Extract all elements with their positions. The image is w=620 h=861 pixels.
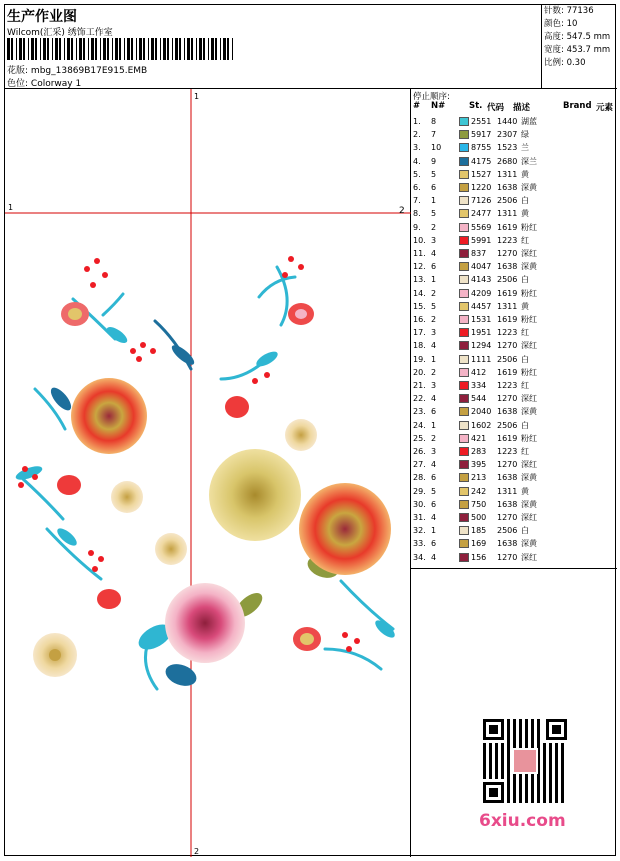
row-needle: 6: [431, 499, 437, 509]
row-color-swatch: [459, 209, 469, 218]
row-needle: 6: [431, 473, 437, 483]
row-code: 1638: [497, 499, 518, 509]
row-index: 20.: [413, 367, 426, 377]
row-color-swatch: [459, 315, 469, 324]
row-color-swatch: [459, 460, 469, 469]
row-needle: 4: [431, 341, 437, 351]
sheet-header: [5, 5, 541, 89]
row-description: 粉红: [521, 315, 537, 324]
row-description: 白: [521, 354, 529, 364]
row-index: 18.: [413, 341, 426, 351]
row-index: 33.: [413, 539, 426, 549]
row-color-swatch: [459, 355, 469, 364]
row-description: 白: [521, 196, 529, 206]
table-row: [413, 221, 615, 234]
design-width: 宽度: 453.7 mm: [544, 45, 611, 55]
row-stitches: 4047: [471, 262, 492, 272]
table-row: [413, 419, 615, 432]
table-row: [413, 458, 615, 471]
row-color-swatch: [459, 341, 469, 350]
row-color-swatch: [459, 117, 469, 126]
row-code: 2506: [497, 420, 518, 430]
table-row: [413, 379, 615, 392]
row-index: 34.: [413, 552, 426, 562]
row-color-swatch: [459, 368, 469, 377]
row-stitches: 334: [471, 381, 487, 390]
row-index: 32.: [413, 526, 426, 536]
color-stop-table: [411, 89, 617, 569]
design-preview: [5, 89, 411, 857]
row-description: 深红: [521, 249, 537, 258]
row-code: 1619: [497, 367, 518, 377]
row-index: 9.: [413, 222, 421, 232]
table-row: [413, 115, 615, 128]
row-index: 13.: [413, 275, 426, 285]
row-needle: 2: [431, 288, 437, 298]
colorway-label: 色位:: [7, 79, 29, 89]
col-header-index: #: [413, 101, 421, 111]
row-description: 粉红: [521, 367, 537, 377]
row-index: 2.: [413, 130, 421, 140]
row-color-swatch: [459, 513, 469, 522]
row-needle: 3: [431, 235, 437, 245]
row-code: 1523: [497, 143, 518, 153]
table-caption: 停止顺序:: [413, 92, 450, 102]
row-color-swatch: [459, 157, 469, 166]
row-stitches: 8755: [471, 143, 492, 153]
table-row: [413, 234, 615, 247]
row-index: 29.: [413, 486, 426, 496]
col-header-brand: Brand: [563, 101, 592, 111]
row-code: 1270: [497, 249, 518, 258]
table-row: [413, 194, 615, 207]
row-color-swatch: [459, 130, 469, 139]
row-stitches: 7126: [471, 196, 492, 206]
row-color-swatch: [459, 447, 469, 456]
row-description: 深黄: [521, 262, 537, 272]
row-code: 2506: [497, 275, 518, 285]
row-needle: 2: [431, 367, 437, 377]
row-needle: 6: [431, 262, 437, 272]
row-index: 27.: [413, 460, 426, 470]
row-stitches: 750: [471, 499, 487, 509]
row-needle: 3: [431, 447, 437, 456]
row-needle: 4: [431, 394, 437, 404]
row-index: 8.: [413, 209, 421, 219]
table-row: [413, 485, 615, 498]
row-description: 深黄: [521, 539, 537, 549]
row-description: 深黄: [521, 499, 537, 509]
col-header-needle: N#: [431, 101, 446, 111]
row-description: 深黄: [521, 473, 537, 483]
table-row: [413, 498, 615, 511]
table-row: [413, 551, 615, 564]
table-row: [413, 537, 615, 550]
colorway-line: [7, 76, 81, 89]
row-index: 7.: [413, 196, 421, 206]
row-stitches: 412: [471, 367, 487, 377]
row-index: 10.: [413, 235, 426, 245]
row-color-swatch: [459, 500, 469, 509]
row-color-swatch: [459, 526, 469, 535]
row-code: 1638: [497, 539, 518, 549]
production-sheet: [4, 4, 616, 856]
row-code: 1270: [497, 460, 518, 470]
row-needle: 3: [431, 328, 437, 338]
colorway-name: Colorway 1: [30, 79, 82, 89]
row-index: 28.: [413, 473, 426, 483]
page-title: 生产作业图: [7, 9, 77, 25]
row-index: 21.: [413, 381, 426, 390]
row-description: 兰: [521, 143, 529, 153]
table-row: [413, 432, 615, 445]
row-index: 14.: [413, 288, 426, 298]
row-stitches: 1111: [471, 354, 492, 364]
table-row: [413, 445, 615, 458]
row-color-swatch: [459, 421, 469, 430]
table-row: [413, 511, 615, 524]
row-description: 深红: [521, 394, 537, 404]
row-code: 2680: [497, 156, 518, 166]
row-stitches: 156: [471, 552, 487, 562]
row-description: 黄: [521, 486, 529, 496]
table-row: [413, 141, 615, 154]
row-stitches: 4175: [471, 156, 492, 166]
row-description: 绿: [521, 130, 529, 140]
row-code: 1638: [497, 262, 518, 272]
peony-flower-right: [299, 483, 391, 575]
row-needle: 1: [431, 354, 437, 364]
design-height: 高度: 547.5 mm: [544, 32, 611, 42]
row-needle: 1: [431, 196, 437, 206]
table-header-row: [413, 101, 615, 113]
row-code: 1270: [497, 394, 518, 404]
row-code: 1638: [497, 473, 518, 483]
row-color-swatch: [459, 539, 469, 548]
row-code: 1619: [497, 433, 518, 443]
row-color-swatch: [459, 328, 469, 337]
row-needle: 6: [431, 183, 437, 192]
small-flower: [285, 419, 317, 451]
row-description: 黄: [521, 169, 529, 179]
row-color-swatch: [459, 275, 469, 284]
row-color-swatch: [459, 223, 469, 232]
row-stitches: 1220: [471, 183, 492, 192]
row-stitches: 5991: [471, 235, 492, 245]
table-row: [413, 168, 615, 181]
row-needle: 9: [431, 156, 437, 166]
row-needle: 8: [431, 117, 437, 126]
row-color-swatch: [459, 302, 469, 311]
row-stitches: 4143: [471, 275, 492, 285]
marker-right: 2: [399, 206, 405, 216]
row-needle: 1: [431, 526, 437, 536]
row-description: 红: [521, 235, 529, 245]
design-stats-panel: [541, 5, 617, 89]
marker-left: 1: [8, 203, 14, 212]
row-code: 2307: [497, 130, 518, 140]
row-needle: 4: [431, 513, 437, 522]
row-needle: 2: [431, 433, 437, 443]
row-needle: 5: [431, 301, 437, 311]
row-color-swatch: [459, 143, 469, 152]
row-code: 1638: [497, 407, 518, 417]
row-stitches: 242: [471, 486, 487, 496]
table-row: [413, 247, 615, 260]
table-row: [413, 405, 615, 418]
row-color-swatch: [459, 394, 469, 403]
row-index: 17.: [413, 328, 426, 338]
row-needle: 5: [431, 169, 437, 179]
table-row: [413, 392, 615, 405]
row-needle: 2: [431, 222, 437, 232]
col-header-stitches: St.: [469, 101, 483, 111]
row-stitches: 2477: [471, 209, 492, 219]
row-index: 19.: [413, 354, 426, 364]
row-description: 湖蓝: [521, 117, 537, 126]
design-file-line: [7, 63, 147, 76]
row-description: 红: [521, 328, 529, 338]
row-color-swatch: [459, 553, 469, 562]
row-stitches: 1531: [471, 315, 492, 324]
row-stitches: 169: [471, 539, 487, 549]
qr-code-image: [483, 719, 567, 803]
row-stitches: 544: [471, 394, 487, 404]
row-color-swatch: [459, 236, 469, 245]
embroidery-artwork: [5, 89, 411, 857]
table-row: [413, 287, 615, 300]
row-stitches: 5917: [471, 130, 492, 140]
row-description: 红: [521, 381, 529, 390]
row-code: 1311: [497, 486, 518, 496]
row-color-swatch: [459, 249, 469, 258]
table-row: [413, 128, 615, 141]
row-stitches: 1951: [471, 328, 492, 338]
row-index: 31.: [413, 513, 426, 522]
row-color-swatch: [459, 196, 469, 205]
table-row: [413, 273, 615, 286]
pink-flower-bottom: [165, 583, 245, 663]
table-row: [413, 300, 615, 313]
row-index: 11.: [413, 249, 426, 258]
col-header-element: 元素: [596, 103, 614, 113]
row-code: 1311: [497, 169, 518, 179]
row-color-swatch: [459, 487, 469, 496]
row-needle: 2: [431, 315, 437, 324]
row-code: 1270: [497, 341, 518, 351]
table-row: [413, 155, 615, 168]
row-color-swatch: [459, 170, 469, 179]
row-code: 1223: [497, 235, 518, 245]
row-description: 粉红: [521, 433, 537, 443]
row-stitches: 421: [471, 433, 487, 443]
row-index: 23.: [413, 407, 426, 417]
table-row: [413, 471, 615, 484]
row-stitches: 837: [471, 249, 487, 258]
row-description: 白: [521, 275, 529, 285]
row-color-swatch: [459, 473, 469, 482]
row-code: 1311: [497, 301, 518, 311]
row-stitches: 395: [471, 460, 487, 470]
design-file-label: 花版:: [7, 66, 29, 76]
design-file-name: mbg_13869B17E915.EMB: [30, 66, 148, 76]
row-code: 1223: [497, 381, 518, 390]
row-description: 红: [521, 447, 529, 456]
row-stitches: 283: [471, 447, 487, 456]
row-index: 6.: [413, 183, 421, 192]
small-flower: [155, 533, 187, 565]
yellow-flower-center: [209, 449, 301, 541]
row-code: 1638: [497, 183, 518, 192]
row-index: 15.: [413, 301, 426, 311]
row-stitches: 1527: [471, 169, 492, 179]
row-stitches: 1294: [471, 341, 492, 351]
site-logo: 6xiu.com: [479, 811, 566, 831]
row-index: 4.: [413, 156, 421, 166]
row-code: 1270: [497, 513, 518, 522]
row-code: 1440: [497, 117, 518, 126]
table-row: [413, 207, 615, 220]
row-index: 25.: [413, 433, 426, 443]
row-color-swatch: [459, 262, 469, 271]
row-index: 16.: [413, 315, 426, 324]
row-description: 粉红: [521, 288, 537, 298]
row-needle: 3: [431, 381, 437, 390]
row-code: 2506: [497, 354, 518, 364]
color-count: 颜色: 10: [544, 19, 578, 29]
row-stitches: 5569: [471, 222, 492, 232]
barcode-image: [7, 38, 237, 60]
row-stitches: 500: [471, 513, 487, 522]
row-code: 1619: [497, 288, 518, 298]
row-needle: 5: [431, 209, 437, 219]
row-needle: 10: [431, 143, 442, 153]
row-needle: 7: [431, 130, 437, 140]
row-color-swatch: [459, 407, 469, 416]
row-color-swatch: [459, 381, 469, 390]
table-row: [413, 366, 615, 379]
table-row: [413, 353, 615, 366]
stitch-count: 针数: 77136: [544, 6, 594, 16]
row-code: 1270: [497, 552, 518, 562]
table-row: [413, 313, 615, 326]
row-needle: 6: [431, 539, 437, 549]
branding-area: [411, 569, 617, 857]
small-flower: [111, 481, 143, 513]
row-color-swatch: [459, 434, 469, 443]
row-index: 5.: [413, 169, 421, 179]
marker-top: 1: [194, 92, 200, 101]
table-row: [413, 339, 615, 352]
row-description: 黄: [521, 301, 529, 311]
row-needle: 4: [431, 460, 437, 470]
row-code: 1223: [497, 328, 518, 338]
table-row: [413, 260, 615, 273]
row-stitches: 4457: [471, 301, 492, 311]
row-color-swatch: [459, 289, 469, 298]
row-code: 1311: [497, 209, 518, 219]
table-row: [413, 524, 615, 537]
design-scale: 比例: 0.30: [544, 58, 586, 68]
row-description: 白: [521, 420, 529, 430]
row-index: 3.: [413, 143, 421, 153]
row-index: 1.: [413, 117, 421, 126]
col-header-description: 描述: [513, 103, 531, 113]
row-description: 深红: [521, 513, 537, 522]
row-description: 深黄: [521, 407, 537, 417]
col-header-code: 代码: [487, 103, 505, 113]
row-code: 2506: [497, 196, 518, 206]
row-description: 黄: [521, 209, 529, 219]
row-description: 深红: [521, 341, 537, 351]
row-description: 白: [521, 526, 529, 536]
row-stitches: 1602: [471, 420, 492, 430]
row-code: 2506: [497, 526, 518, 536]
row-description: 粉红: [521, 222, 537, 232]
row-code: 1619: [497, 222, 518, 232]
marker-bottom: 2: [194, 847, 200, 856]
row-code: 1223: [497, 447, 518, 456]
row-index: 22.: [413, 394, 426, 404]
row-description: 深红: [521, 460, 537, 470]
row-index: 24.: [413, 420, 426, 430]
row-description: 深红: [521, 552, 537, 562]
row-description: 深兰: [521, 156, 537, 166]
row-needle: 4: [431, 249, 437, 258]
row-needle: 6: [431, 407, 437, 417]
row-stitches: 2551: [471, 117, 492, 126]
table-row: [413, 326, 615, 339]
row-index: 30.: [413, 499, 426, 509]
table-row: [413, 181, 615, 194]
row-needle: 1: [431, 275, 437, 285]
row-stitches: 2040: [471, 407, 492, 417]
row-needle: 5: [431, 486, 437, 496]
row-stitches: 213: [471, 473, 487, 483]
row-needle: 1: [431, 420, 437, 430]
row-stitches: 4209: [471, 288, 492, 298]
peony-flower-left: [71, 378, 147, 454]
row-stitches: 185: [471, 526, 487, 536]
row-needle: 4: [431, 552, 437, 562]
row-description: 深黄: [521, 183, 537, 192]
row-index: 26.: [413, 447, 426, 456]
row-color-swatch: [459, 183, 469, 192]
row-index: 12.: [413, 262, 426, 272]
studio-name: Wilcom(汇采) 绣饰工作室: [7, 28, 113, 38]
row-code: 1619: [497, 315, 518, 324]
